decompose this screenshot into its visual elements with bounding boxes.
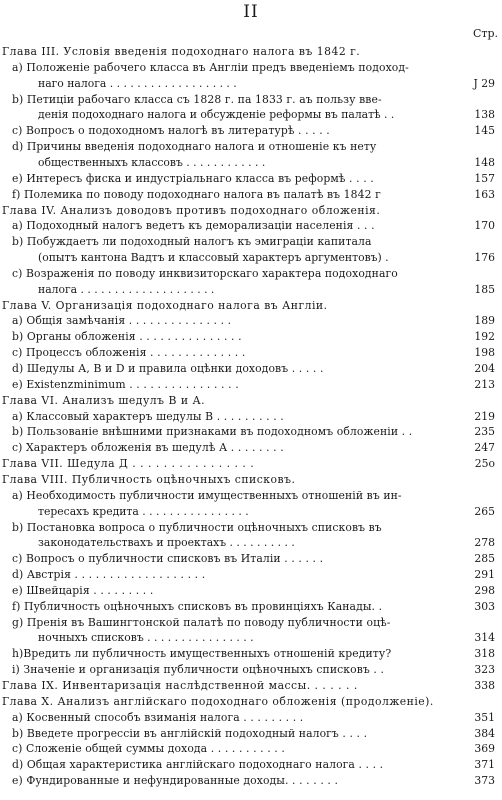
toc-page-number: 213: [474, 378, 495, 391]
toc-entry: a) Необходимость публичности имущественныхъ отношеній въ ин-: [12, 489, 402, 502]
toc-entry-continuation: законодательствахъ и проектахъ . . . . . . . . . .: [38, 536, 295, 549]
toc-entry: c) Возраженія по поводу инквизиторскаго характера подоходнаго: [12, 267, 398, 280]
toc-page-number: 235: [474, 425, 495, 438]
toc-entry: b) Органы обложенія . . . . . . . . . . . . . . .: [12, 330, 242, 343]
toc-page-number: 204: [474, 362, 495, 375]
toc-entry-continuation: денія подоходнаго налога и обсужденіе реформы въ палатѣ . .: [38, 108, 395, 121]
toc-entry: c) Сложеніе общей суммы дохода . . . . . . . . . . .: [12, 742, 285, 755]
toc-entry: b) Петиціи рабочаго класса съ 1828 г. па 1833 г. аъ пользу вве-: [12, 93, 382, 106]
toc-entry: h)Вредить ли публичность имущественныхъ отношеній кредиту?: [12, 647, 392, 660]
toc-entry: i) Значеніе и организація публичности оцѣночныхъ списковъ . .: [12, 663, 385, 676]
toc-page-number: 170: [474, 219, 495, 232]
toc-entry: e) Existenzminimum . . . . . . . . . . . . . . . .: [12, 378, 239, 391]
toc-entry: a) Косвенный способъ взиманія налога . . . . . . . . .: [12, 711, 304, 724]
toc-chapter-heading: Глава X. Анализъ англійскаго подоходнаго обложенія (продолженіе).: [2, 695, 434, 708]
toc-page-number: 303: [474, 600, 495, 613]
toc-entry: c) Вопросъ о публичности списковъ въ Италіи . . . . . .: [12, 552, 324, 565]
toc-entry: d) Австрія . . . . . . . . . . . . . . . . . . .: [12, 568, 206, 581]
toc-entry: b) Пользованіе внѣшними признаками въ подоходномъ обложеніи . .: [12, 425, 413, 438]
toc-entry: d) Причины введенія подоходнаго налога и отношеніе къ нету: [12, 140, 377, 153]
toc-page-number: 157: [474, 172, 495, 185]
toc-entry: a) Классовый характеръ шедулы В . . . . . . . . . .: [12, 410, 284, 423]
toc-page-number: 265: [474, 505, 495, 518]
toc-page-number: 219: [474, 410, 495, 423]
toc-entry: e) Швейцарія . . . . . . . . .: [12, 584, 154, 597]
toc-page-number: 369: [474, 742, 495, 755]
toc-entry: e) Фундированные и нефундированные доходы. . . . . . . .: [12, 774, 338, 787]
toc-entry: a) Положеніе рабочего класса въ Англіи предъ введеніемъ подоход-: [12, 61, 409, 74]
toc-entry: b) Введете прогрессіи въ англійскій подоходный налогъ . . . .: [12, 727, 368, 740]
toc-page-number: 148: [474, 156, 495, 169]
toc-chapter-heading: Глава VI. Анализъ шедулъ В и А.: [2, 394, 206, 407]
toc-chapter-heading: Глава IV. Анализъ доводовъ противъ подоходнаго обложенія.: [2, 204, 381, 217]
toc-entry: a) Подоходный налогъ ведетъ къ деморализаціи населенія . . .: [12, 219, 375, 232]
toc-page-number: 247: [474, 441, 495, 454]
toc-entry-continuation: ночныхъ списковъ . . . . . . . . . . . . . . . .: [38, 631, 254, 644]
toc-page-number: J 29: [473, 77, 495, 90]
toc-entry: d) Общая характеристика англійскаго подоходнаго налога . . . .: [12, 758, 384, 771]
toc-entry: c) Процессъ обложенія . . . . . . . . . . . . . .: [12, 346, 246, 359]
toc-page-number: 278: [474, 536, 495, 549]
toc-page-number: 138: [474, 108, 495, 121]
toc-entry: e) Интересъ фиска и индустріальнаго класса въ реформѣ . . . .: [12, 172, 374, 185]
toc-page-number: 318: [474, 647, 495, 660]
toc-entry: a) Общія замѣчанія . . . . . . . . . . . . . . .: [12, 314, 232, 327]
pages-column-header: Стр.: [472, 27, 498, 40]
toc-entry-continuation: общественныхъ классовъ . . . . . . . . . . . .: [38, 156, 266, 169]
toc-chapter-heading: Глава III. Условія введенія подоходнаго налога въ 1842 г.: [2, 45, 361, 58]
toc-entry: c) Вопросъ о подоходномъ налогѣ въ литературѣ . . . . .: [12, 124, 330, 137]
toc-chapter-heading: Глава V. Организація подоходнаго налога въ Англіи.: [2, 299, 328, 312]
toc-chapter-heading: Глава VIII. Публичность оцѣночныхъ списковъ.: [2, 473, 296, 486]
toc-page-number: 314: [474, 631, 495, 644]
toc-page-number: 176: [474, 251, 495, 264]
toc-chapter-heading: Глава IX. Инвентаризація наслѣдственной массы. . . . . . .: [2, 679, 358, 692]
toc-entry: f) Полемика по поводу подоходнаго налога въ палатѣ въ 1842 г: [12, 188, 381, 201]
toc-entry-continuation: (опытъ кантона Вадтъ и классовый характеръ аргументовъ) .: [38, 251, 389, 264]
toc-page-number: 145: [474, 124, 495, 137]
toc-page-number: 371: [474, 758, 495, 771]
page-number: II: [243, 2, 259, 22]
toc-entry: c) Характеръ обложенія въ шедулѣ А . . . . . . . .: [12, 441, 284, 454]
toc-page-number: 189: [474, 314, 495, 327]
toc-entry: f) Публичность оцѣночныхъ списковъ въ провинціяхъ Канады. .: [12, 600, 383, 613]
toc-page-number: 198: [474, 346, 495, 359]
toc-page-number: 338: [474, 679, 495, 692]
toc-entry-continuation: наго налога . . . . . . . . . . . . . . . . . . .: [38, 77, 237, 90]
toc-entry-continuation: тересахъ кредита . . . . . . . . . . . . . . . .: [38, 505, 249, 518]
toc-page-number: 291: [474, 568, 495, 581]
toc-page-number: 351: [474, 711, 495, 724]
toc-page-number: 384: [474, 727, 495, 740]
toc-chapter-heading: Глава VII. Шедула Д . . . . . . . . . . . . . . . .: [2, 457, 255, 470]
toc-entry: d) Шедулы А, В и D и правила оцѣнки доходовъ . . . . .: [12, 362, 324, 375]
toc-entry: b) Постановка вопроса о публичности оцѣночныхъ списковъ въ: [12, 521, 382, 534]
toc-page-number: 163: [474, 188, 495, 201]
toc-entry-continuation: налога . . . . . . . . . . . . . . . . . . . .: [38, 283, 215, 296]
toc-page-number: 298: [474, 584, 495, 597]
toc-page-number: 25o: [474, 457, 495, 470]
toc-page-number: 285: [474, 552, 495, 565]
toc-page-number: 323: [474, 663, 495, 676]
toc-page-number: 192: [474, 330, 495, 343]
toc-page-number: 373: [474, 774, 495, 787]
toc-entry: g) Пренія въ Вашингтонской палатѣ по поводу публичности оцѣ-: [12, 616, 391, 629]
toc-page-number: 185: [474, 283, 495, 296]
toc-entry: b) Побуждаетъ ли подоходный налогъ къ эмиграціи капитала: [12, 235, 372, 248]
